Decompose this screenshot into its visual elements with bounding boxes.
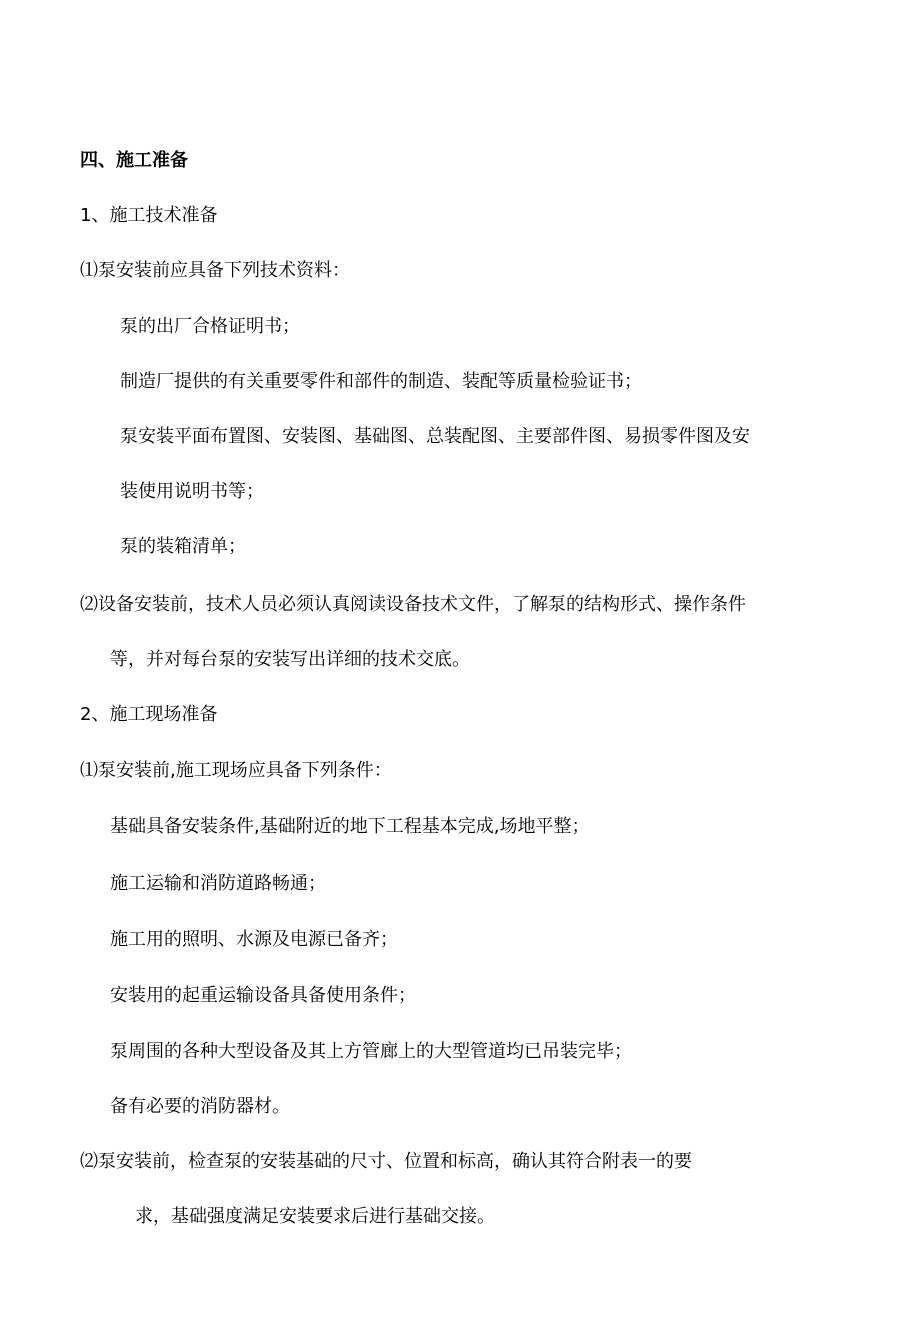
technical-review-continuation: 等，并对每台泵的安装写出详细的技术交底。: [110, 649, 470, 670]
list-item: 制造厂提供的有关重要零件和部件的制造、装配等质量检验证书；: [120, 371, 642, 392]
list-item: 基础具备安装条件,基础附近的地下工程基本完成,场地平整；: [110, 816, 590, 837]
foundation-check-continuation: 求，基础强度满足安装要求后进行基础交接。: [135, 1206, 495, 1227]
list-item: 安装用的起重运输设备具备使用条件；: [110, 985, 416, 1006]
list-item-continuation: 装使用说明书等；: [120, 481, 264, 502]
list-item: 泵安装平面布置图、安装图、基础图、总装配图、主要部件图、易损零件图及安: [120, 426, 750, 447]
list-item: 施工用的照明、水源及电源已备齐；: [110, 929, 398, 950]
subsection-heading-site: 2、施工现场准备: [80, 704, 218, 725]
section-title: 四、施工准备: [80, 150, 188, 171]
technical-review-paragraph: ⑵设备安装前，技术人员必须认真阅读设备技术文件，了解泵的结构形式、操作条件: [80, 594, 746, 615]
list-item: 泵周围的各种大型设备及其上方管廊上的大型管道均已吊装完毕；: [110, 1041, 632, 1062]
foundation-check-paragraph: ⑵泵安装前，检查泵的安装基础的尺寸、位置和标高，确认其符合附表一的要: [80, 1151, 692, 1172]
subsection-heading-technical: 1、施工技术准备: [80, 205, 218, 226]
list-item: 泵的装箱清单；: [120, 536, 246, 557]
list-item: 施工运输和消防道路畅通；: [110, 873, 326, 894]
site-conditions-intro: ⑴泵安装前,施工现场应具备下列条件：: [80, 760, 392, 781]
list-item: 备有必要的消防器材。: [110, 1096, 290, 1117]
list-item: 泵的出厂合格证明书；: [120, 316, 300, 337]
technical-docs-intro: ⑴泵安装前应具备下列技术资料：: [80, 260, 350, 281]
